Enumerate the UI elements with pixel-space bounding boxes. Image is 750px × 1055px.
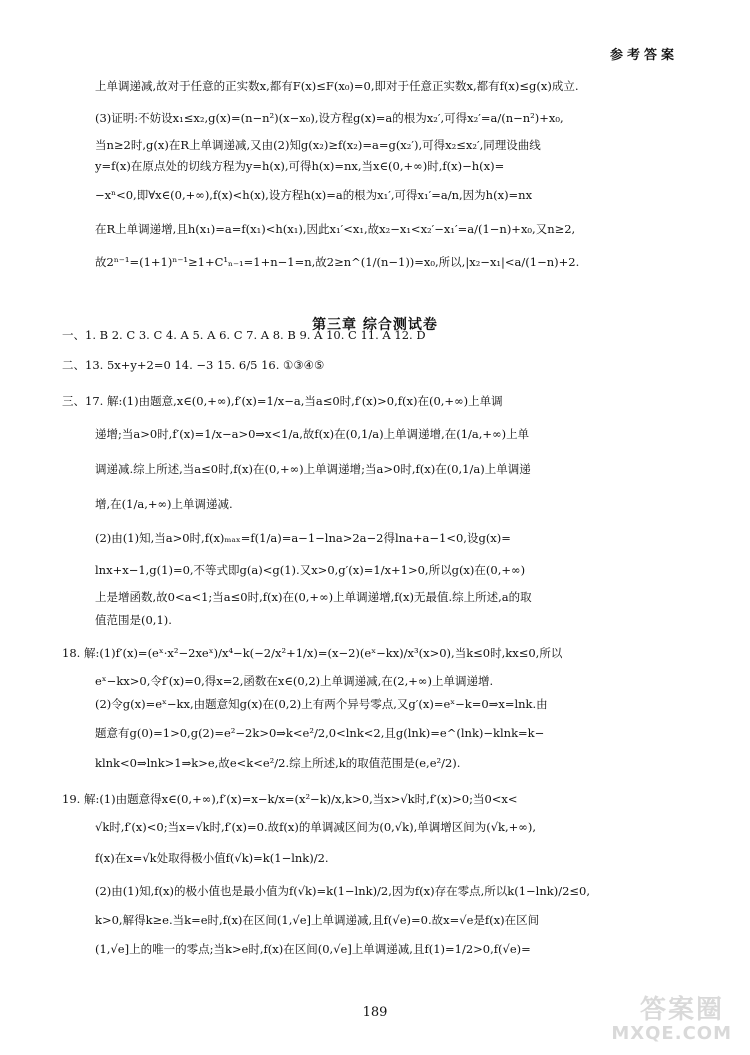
text-line: √k时,f′(x)<0;当x=√k时,f′(x)=0.故f(x)的单调减区间为(0,√k),单调增区间为(√k,+∞), xyxy=(95,820,537,834)
text-line: y=f(x)在原点处的切线方程为y=h(x),可得h(x)=nx,当x∈(0,+∞)时,f(x)−h(x)= xyxy=(95,159,505,173)
text-line: 18. 解:(1)f′(x)=(eˣ·x²−2xeˣ)/x⁴−k(−2/x²+1/x)=(x−2)(eˣ−kx)/x³(x>0),当k≤0时,kx≤0,所以 xyxy=(62,646,563,660)
running-header: 参考答案 xyxy=(609,48,678,63)
watermark-top: 答案圈 xyxy=(639,995,724,1025)
text-line: −xⁿ<0,即∀x∈(0,+∞),f(x)<h(x),设方程h(x)=a的根为x₁′,可得x₁′=a/n,因为h(x)=nx xyxy=(95,188,533,202)
text-line: klnk<0⇒lnk>1⇒k>e,故e<k<e²/2.综上所述,k的取值范围是(e,e²/2). xyxy=(95,756,461,770)
text-line: 二、13. 5x+y+2=0 14. −3 15. 6/5 16. ①③④⑤ xyxy=(62,358,325,372)
text-line: 一、1. B 2. C 3. C 4. A 5. A 6. C 7. A 8. B 9. A 10. C 11. A 12. D xyxy=(62,328,426,342)
text-line: 递增;当a>0时,f′(x)=1/x−a>0⇒x<1/a,故f(x)在(0,1/a)上单调递增,在(1/a,+∞)上单 xyxy=(95,427,530,441)
text-line: 值范围是(0,1). xyxy=(95,613,172,627)
page-number: 189 xyxy=(362,1005,388,1020)
text-line: 上是增函数,故0<a<1;当a≤0时,f(x)在(0,+∞)上单调递增,f(x)无最值.综上所述,a的取 xyxy=(95,590,532,604)
text-line: 故2ⁿ⁻¹=(1+1)ⁿ⁻¹≥1+C¹ₙ₋₁=1+n−1=n,故2≥n^(1/(n−1))=x₀,所以,|x₂−x₁|<a/(1−n)+2. xyxy=(95,255,580,269)
text-line: 上单调递减,故对于任意的正实数x,都有F(x)≤F(x₀)=0,即对于任意正实数x,都有f(x)≤g(x)成立. xyxy=(95,79,579,93)
text-line: (3)证明:不妨设x₁≤x₂,g(x)=(n−n²)(x−x₀),设方程g(x)=a的根为x₂′,可得x₂′=a/(n−n²)+x₀, xyxy=(95,111,564,125)
text-line: (2)由(1)知,当a>0时,f(x)ₘₐₓ=f(1/a)=a−1−lna>2a−2得lna+a−1<0,设g(x)= xyxy=(95,531,511,545)
watermark-bottom: MXQE.COM xyxy=(611,1023,732,1044)
text-line: f(x)在x=√k处取得极小值f(√k)=k(1−lnk)/2. xyxy=(95,851,329,865)
text-line: eˣ−kx>0,令f′(x)=0,得x=2,函数在x∈(0,2)上单调递减,在(2,+∞)上单调递增. xyxy=(95,674,494,688)
text-line: (2)令g(x)=eˣ−kx,由题意知g(x)在(0,2)上有两个异号零点,又g′(x)=eˣ−k=0⇒x=lnk.由 xyxy=(95,697,548,711)
text-line: 当n≥2时,g(x)在R上单调递减,又由(2)知g(x₂)≥f(x₂)=a=g(x₂′),可得x₂≤x₂′,同理设曲线 xyxy=(95,138,541,152)
text-line: k>0,解得k≥e.当k=e时,f(x)在区间(1,√e]上单调递减,且f(√e)=0.故x=√e是f(x)在区间 xyxy=(95,913,540,927)
text-line: 增,在(1/a,+∞)上单调递减. xyxy=(95,497,233,511)
text-line: lnx+x−1,g(1)=0,不等式即g(a)<g(1).又x>0,g′(x)=1/x+1>0,所以g(x)在(0,+∞) xyxy=(95,563,526,577)
text-line: 在R上单调递增,且h(x₁)=a=f(x₁)<h(x₁),因此x₁′<x₁,故x₂−x₁<x₂′−x₁′=a/(1−n)+x₀,又n≥2, xyxy=(95,222,576,236)
text-line: (2)由(1)知,f(x)的极小值也是最小值为f(√k)=k(1−lnk)/2,因为f(x)存在零点,所以k(1−lnk)/2≤0, xyxy=(95,884,591,898)
text-line: 19. 解:(1)由题意得x∈(0,+∞),f′(x)=x−k/x=(x²−k)/x,k>0,当x>√k时,f′(x)>0;当0<x< xyxy=(62,792,518,806)
text-line: 三、17. 解:(1)由题意,x∈(0,+∞),f′(x)=1/x−a,当a≤0时,f′(x)>0,f(x)在(0,+∞)上单调 xyxy=(62,394,503,408)
watermark-logo xyxy=(602,989,732,1047)
chapter-title: 第三章 综合测试卷 xyxy=(312,317,438,333)
text-line: 调递减.综上所述,当a≤0时,f(x)在(0,+∞)上单调递增;当a>0时,f(x)在(0,1/a)上单调递 xyxy=(95,462,531,476)
text-line: 题意有g(0)=1>0,g(2)=e²−2k>0⇒k<e²/2,0<lnk<2,且g(lnk)=e^(lnk)−klnk=k− xyxy=(95,726,545,740)
text-line: (1,√e]上的唯一的零点;当k>e时,f(x)在区间(0,√e]上单调递减,且f(1)=1/2>0,f(√e)= xyxy=(95,942,531,956)
